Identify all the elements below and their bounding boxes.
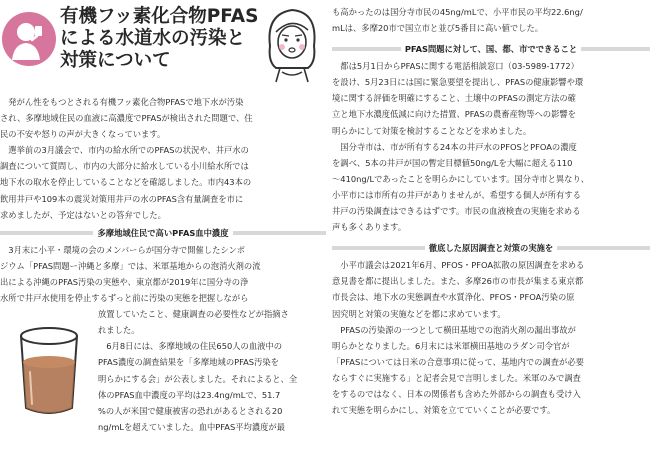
text-line: され、多摩地域住民の血液に高濃度でPFASが検出された問題で、住 (0, 113, 253, 124)
text-line: 都は5月1日からPFASに関する電話相談窓口（03-5989-1772） (332, 61, 579, 72)
text-line: れました。 (98, 325, 140, 336)
text-line: 〜410ng/Lであったことを明らかにしています。国分寺市と異なり、 (332, 173, 590, 184)
text-line: 明らかにする会」が公表しました。それによると、全 (98, 373, 298, 384)
text-line: 発がん性をもつとされる有機フッ素化合物PFASで地下水が汚染 (0, 97, 244, 107)
article-title (60, 6, 258, 72)
text-line: 井戸の汚染調査はできるはずです。市民の血液検査の実施を求める (332, 206, 581, 217)
title-line-3: 対策について (60, 50, 171, 71)
section1-paragraph (0, 242, 326, 306)
text-line: ならすぐに実施する」と記者会見で言明しました。米軍のみで調査 (332, 372, 581, 383)
subheading-rule (0, 231, 93, 235)
text-line: 因究明と対策の実施などを都に求めています。 (332, 308, 506, 319)
text-line: を調べ、5本の井戸が国の暫定目標値50ng/Lを大幅に超える110 (332, 157, 573, 168)
continued-paragraph (332, 4, 650, 36)
water-glass-icon (4, 322, 94, 422)
title-block (0, 0, 326, 94)
subheading-rule (332, 47, 401, 51)
worried-girl-icon (262, 2, 322, 84)
section1-wrapped-paragraph (98, 306, 326, 435)
text-line: 意見書を都に提出しました。また、多摩26市の市長が集まる東京都 (332, 276, 584, 287)
text-line: mLは、多摩20市で国立市と並び5番目に高い値でした。 (332, 23, 544, 34)
text-line: ng/mLを超えていました。血中PFAS平均濃度が最 (98, 421, 286, 432)
text-line: PFAS濃度の調査結果を「多摩地域のPFAS汚染を (98, 357, 279, 368)
text-line: 飲用井戸や109本の震災対策用井戸の水のPFAS含有量調査を市に (0, 193, 244, 204)
text-line: 体のPFAS血中濃度の平均は23.4ng/mLで、51.7 (98, 389, 281, 400)
title-line-2: による水道水の汚染と (60, 28, 246, 49)
text-line: 境に関する評価を明確にすること、土壌中のPFASの測定方法の確 (332, 93, 576, 104)
subheading-rule (581, 47, 650, 51)
text-line: 6月8日には、多摩地域の住民650人の血液中の (98, 341, 283, 352)
subheading-text: PFAS問題に対して、国、都、市でできること (404, 44, 578, 55)
text-line: 3月末に小平・環境の会のメンバーらが国分寺で開催したシンポ (0, 244, 246, 255)
text-line: %の人が米国で健康被害の恐れがあるとされる20 (98, 405, 283, 416)
subheading-text: 多摩地域住民で高いPFAS血中濃度 (97, 227, 229, 238)
text-line: 地下水の取水を停止していることなどを確認しました。市内43本の (0, 177, 252, 188)
text-line: 明らかとなりました。6月末には米軍横田基地のラダン司令官が (332, 340, 570, 351)
text-line: 小平市には市所有の井戸がありませんが、希望する個人が所有する (332, 189, 581, 200)
text-line: を設け、5月23日には国に緊急要望を提出し、PFASの健康影響や環 (332, 77, 584, 88)
text-line: 立と地下水濃度低減に向けた措置、PFASの農畜産物等への影響を (332, 109, 576, 120)
subheading-investigation (332, 241, 650, 255)
text-line: 出による沖縄のPFAS汚染の実態や、東京都が2019年に国分寺の浄 (0, 276, 249, 287)
text-line: 求めましたが、予定はないとの答弁でした。 (0, 209, 166, 220)
text-line: 放置していたこと、健康調査の必要性などが指摘さ (98, 309, 289, 320)
text-line: 明らかにして対策を検討することなどを求めました。 (332, 125, 532, 136)
text-line: PFASの汚染源の一つとして横田基地での泡消火剤の漏出事故が (332, 324, 576, 335)
text-line: 市長会は、地下水の実態調査や水質浄化、PFOS・PFOA汚染の原 (332, 292, 575, 303)
intro-paragraph (0, 94, 326, 223)
right-column (332, 0, 650, 418)
subheading-blood-levels (0, 226, 326, 240)
text-line: 調査について質問し、市内の大部分に給水している小川給水所では (0, 161, 249, 172)
text-line: をするのではなく、日本の関係者も含めた外部からの調査も受け入 (332, 388, 581, 399)
subheading-rule (332, 246, 425, 250)
section2-paragraph (332, 58, 650, 235)
subheading-rule (233, 231, 326, 235)
left-column (0, 0, 326, 435)
section3-paragraph (332, 257, 650, 418)
subheading-what-can-be-done (332, 42, 650, 56)
woman-drinking-icon (2, 12, 56, 66)
text-line: 民の不安や怒りの声が大きくなっています。 (0, 129, 166, 140)
subheading-rule (557, 246, 650, 250)
text-line: ジウム「PFAS問題ー沖縄と多摩」では、米軍基地からの泡消火剤の流 (0, 260, 261, 271)
text-line: も高かったのは国分寺市民の45ng/mLで、小平市民の平均22.6ng/ (332, 7, 583, 17)
subheading-text: 徹底した原因調査と対策の実施を (428, 243, 554, 254)
text-line: 国分寺市は、市が所有する24本の井戸水のPFOSとPFOAの濃度 (332, 141, 577, 152)
text-line: 「PFASについては日米の合意事項に従って、基地内での調査が必要 (332, 356, 584, 367)
text-line: れて実態を明らかにし、対策を立てていくことが必要です。 (332, 405, 556, 416)
text-line: 声も多くあります。 (332, 222, 407, 233)
text-line: 選挙前の3月議会で、市内の給水所でのPFASの状況や、井戸水の (0, 145, 249, 156)
title-line-1: 有機フッ素化合物PFAS (60, 6, 259, 27)
text-line: 水所で井戸水使用を停止するずっと前に汚染の実態を把握しながら (0, 293, 249, 304)
text-line: 小平市議会は2021年6月、PFOS・PFOA拡散の原因調査を求める (332, 260, 585, 271)
